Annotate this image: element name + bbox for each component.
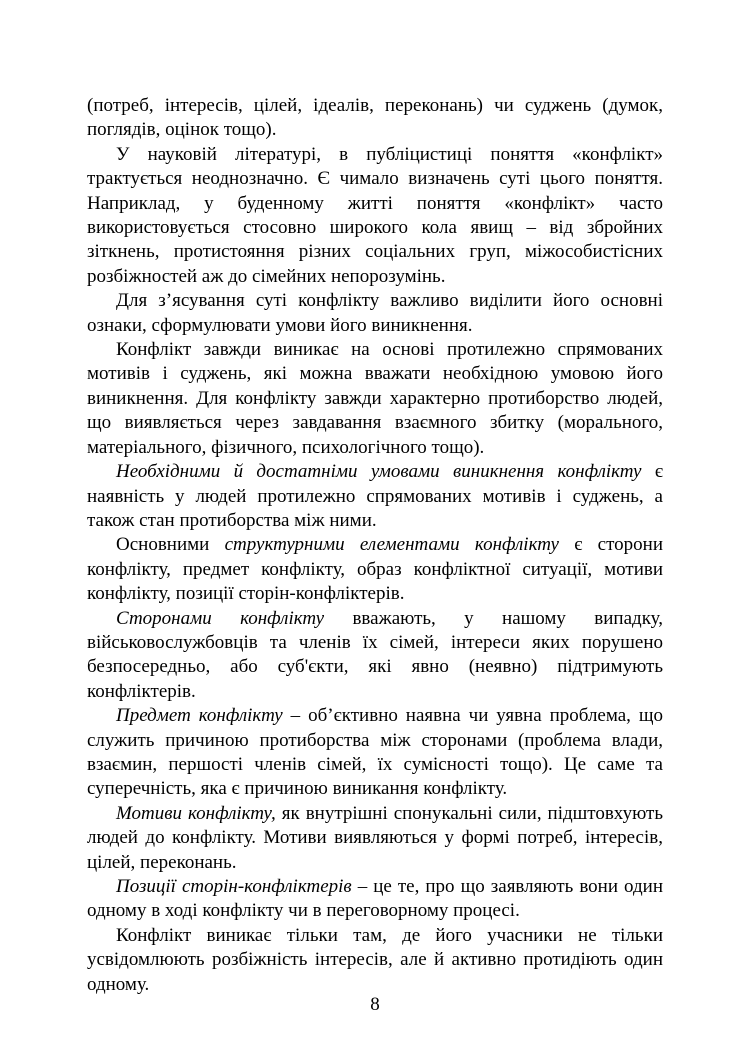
italic-term: структурними елементами конфлікту (224, 534, 559, 556)
paragraph-text: як внутрішні спонукальні сили, підштовхують людей до конфлікту. Мотиви виявляються у формі потреб, інтересів, цілей, переконань. (87, 802, 663, 873)
paragraph-text: вважають, у нашому випадку, військовослужбовців та членів їх сімей, інтереси яких порушено безпосередньо, або суб'єкти, які явно (неявно) підтримують конфліктерів. (87, 607, 663, 702)
paragraph-text: Для з’ясування суті конфлікту важливо виділити його основні ознаки, сформулювати умови його виникнення. (87, 290, 663, 336)
paragraph-text: (потреб, інтересів, цілей, ідеалів, переконань) чи суджень (думок, поглядів, оцінок тощо). (87, 95, 663, 141)
paragraph (87, 338, 663, 460)
italic-term: Позиції сторін-конфліктерів (116, 876, 352, 897)
paragraph-text: Конфлікт завжди виникає на основі протилежно спрямованих мотивів і суджень, які можна вважати необхідною умовою його виникнення. Для конфлікту завжди характерно протиборство людей, що виявляється через завдавання взаємного збитку (морального, матеріального, фізичного, психологічного тощо). (87, 339, 663, 458)
document-body (87, 94, 663, 997)
italic-term: Предмет конфлікту (116, 705, 283, 727)
paragraph (87, 289, 663, 338)
paragraph (87, 924, 663, 997)
paragraph-text: У науковій літературі, в публіцистиці поняття «конфлікт» трактується неоднозначно. Є чимало визначень суті цього поняття. Наприклад, у буденному житті поняття «конфлікт» часто використовується стосовно широкого кола явищ – від збройних зіткнень, протистояння різних соціальних груп, міжособистісних розбіжностей аж до сімейних непорозумінь. (87, 143, 663, 287)
paragraph-text: є сторони конфлікту, предмет конфлікту, образ конфліктної ситуації, мотиви конфлікту, позиції сторін-конфліктерів. (87, 534, 663, 605)
italic-term: Сторонами конфлікту (116, 607, 325, 629)
paragraph-text: – це те, про що заявляють вони один одному в ході конфлікту чи в переговорному процесі. (87, 876, 663, 922)
page-number: 8 (370, 994, 380, 1015)
paragraph (87, 460, 663, 533)
paragraph (87, 875, 663, 924)
paragraph-text: є наявність у людей протилежно спрямованих мотивів і суджень, а також стан протиборства між ними. (87, 461, 664, 531)
paragraph (87, 94, 663, 143)
paragraph (87, 143, 663, 289)
italic-term: Мотиви конфлікту, (116, 802, 276, 824)
paragraph (87, 533, 663, 606)
italic-term: Необхідними й достатніми умовами виникнення конфлікту (116, 461, 642, 483)
paragraph (87, 607, 663, 705)
paragraph (87, 802, 663, 875)
paragraph-text: Основними (116, 534, 225, 556)
paragraph (87, 704, 663, 802)
paragraph-text: – об’єктивно наявна чи уявна проблема, що служить причиною протиборства між сторонами (проблема влади, взаємин, першості членів сімей, їх сумісності тощо). Це саме та суперечність, яка є причиною виникання конфлікту. (87, 705, 663, 800)
paragraph-text: Конфлікт виникає тільки там, де його учасники не тільки усвідомлюють розбіжність інтересів, але й активно протидіють один одному. (87, 924, 663, 995)
